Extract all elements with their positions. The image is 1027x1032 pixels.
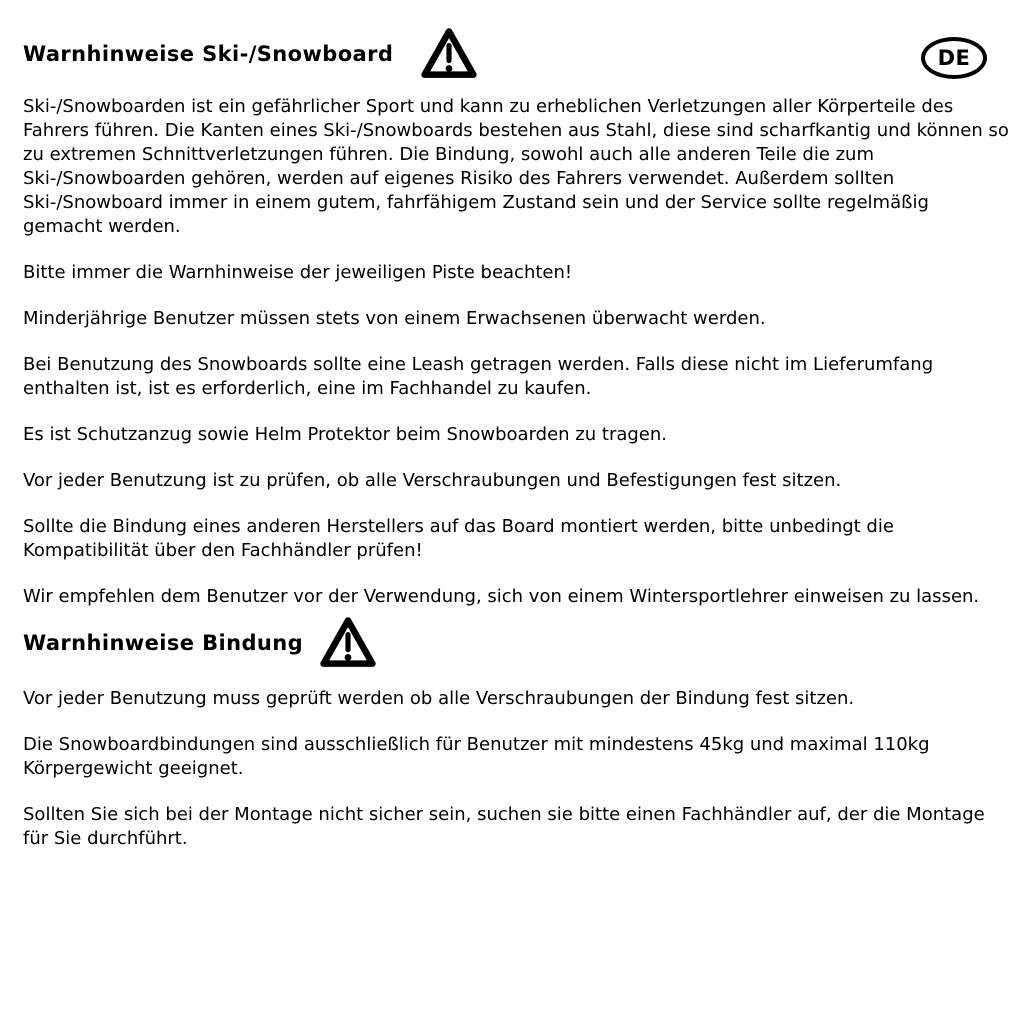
section-bindung (23, 612, 1011, 851)
language-badge: DE (921, 37, 987, 79)
paragraph-danger-overview: Ski-/Snowboarden ist ein gefährlicher Sport und kann zu erheblichen Verletzungen aller Körperteile des Fahrers führen. Die Kanten eines Ski-/Snowboards bestehen aus Stahl, diese sind scharfkantig und können so zu extremen Schnittverletzungen führen. Die Bindung, sowohl auch alle anderen Teile die zum Ski-/Snowboarden gehören, werden auf eigenes Risiko des Fahrers verwendet. Außerdem sollten Ski-/Snowboard immer in einem gutem, fahrfähigem Zustand sein und der Service sollte regelmäßig gemacht werden. (23, 96, 1009, 237)
paragraph-binding-check: Vor jeder Benutzung muss geprüft werden ob alle Verschraubungen der Bindung fest sitzen. (23, 688, 855, 709)
paragraph-minors-supervision: Minderjährige Benutzer müssen stets von einem Erwachsenen überwacht werden. (23, 308, 766, 329)
section-ski-snowboard (23, 25, 1011, 609)
paragraph-check-screws: Vor jeder Benutzung ist zu prüfen, ob alle Verschraubungen und Befestigungen fest sitzen. (23, 470, 842, 491)
warning-triangle-icon (419, 25, 479, 83)
paragraph-weight-limits: Die Snowboardbindungen sind ausschließlich für Benutzer mit mindestens 45kg und maximal 110kg Körpergewicht geeignet. (23, 734, 930, 779)
paragraph-protective-gear: Es ist Schutzanzug sowie Helm Protektor beim Snowboarden zu tragen. (23, 424, 668, 445)
heading-row-ski-snowboard (23, 25, 1011, 83)
warning-triangle-icon (318, 612, 378, 674)
paragraph-binding-compatibility: Sollte die Bindung eines anderen Herstellers auf das Board montiert werden, bitte unbedingt die Kompatibilität über den Fachhändler prüfen! (23, 516, 894, 561)
paragraph-piste-warnings: Bitte immer die Warnhinweise der jeweiligen Piste beachten! (23, 262, 573, 283)
heading-row-bindung (23, 612, 1011, 674)
section-heading-ski-snowboard: Warnhinweise Ski-/Snowboard (23, 42, 394, 66)
paragraph-leash: Bei Benutzung des Snowboards sollte eine Leash getragen werden. Falls diese nicht im Lieferumfang enthalten ist, ist es erforderlich, eine im Fachhandel zu kaufen. (23, 354, 934, 399)
paragraph-montage-dealer: Sollten Sie sich bei der Montage nicht sicher sein, suchen sie bitte einen Fachhändler auf, der die Montage für Sie durchführt. (23, 804, 985, 849)
paragraph-instructor-recommendation: Wir empfehlen dem Benutzer vor der Verwendung, sich von einem Wintersportlehrer einweisen zu lassen. (23, 586, 980, 607)
section-heading-bindung: Warnhinweise Bindung (23, 631, 304, 655)
